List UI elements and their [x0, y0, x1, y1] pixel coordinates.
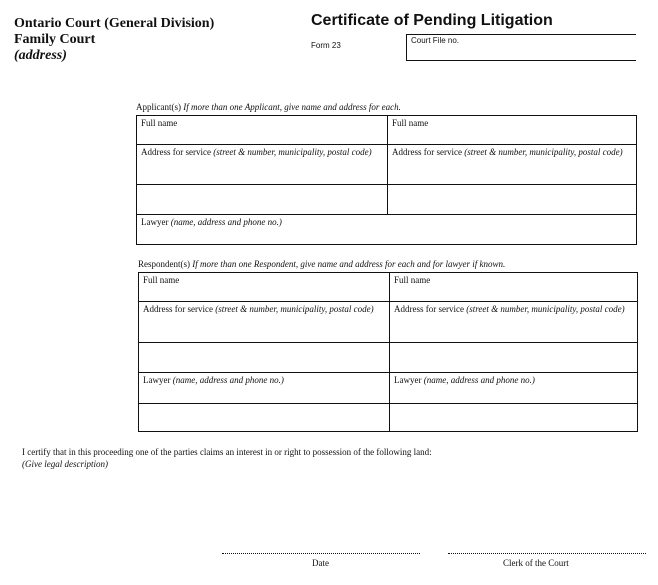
- court-file-number-box[interactable]: [406, 34, 636, 61]
- respondent-2-name-cell[interactable]: [390, 273, 638, 302]
- applicant-2-name-cell[interactable]: [388, 116, 637, 145]
- respondent-1-lawyer-cell[interactable]: [139, 373, 390, 404]
- certification-statement: I certify that in this proceeding one of the parties claims an interest in or right to possession of the following land:: [22, 447, 432, 457]
- respondent-2-address-blank[interactable]: [390, 343, 638, 373]
- form-number: Form 23: [311, 41, 341, 50]
- applicant-1-address-hint: (street & number, municipality, postal code): [213, 147, 372, 157]
- respondent-1-name-cell[interactable]: [139, 273, 390, 302]
- court-name: Ontario Court (General Division): [14, 16, 215, 31]
- respondent-1-lawyer-blank[interactable]: [139, 404, 390, 432]
- applicant-1-name-label: Full name: [141, 118, 178, 128]
- applicant-1-address-blank[interactable]: [137, 185, 388, 215]
- applicant-lawyer-label: Lawyer: [141, 217, 169, 227]
- clerk-label: Clerk of the Court: [503, 558, 569, 568]
- respondent-1-address-cell[interactable]: [139, 302, 390, 343]
- court-heading: [14, 16, 214, 64]
- applicant-lawyer-cell[interactable]: [137, 215, 637, 245]
- respondents-heading: [138, 259, 505, 269]
- respondent-1-address-hint: (street & number, municipality, postal code): [215, 304, 374, 314]
- applicant-2-address-hint: (street & number, municipality, postal code): [464, 147, 623, 157]
- respondents-label: Respondent(s): [138, 259, 190, 269]
- applicant-2-address-label: Address for service: [392, 147, 462, 157]
- applicants-hint: If more than one Applicant, give name and address for each.: [183, 102, 401, 112]
- respondent-2-name-label: Full name: [394, 275, 431, 285]
- respondent-2-lawyer-blank[interactable]: [390, 404, 638, 432]
- applicant-1-address-label: Address for service: [141, 147, 211, 157]
- respondent-2-lawyer-hint: (name, address and phone no.): [423, 375, 535, 385]
- applicants-table: [136, 115, 637, 245]
- respondent-2-lawyer-label: Lawyer: [394, 375, 422, 385]
- applicant-2-address-cell[interactable]: [388, 145, 637, 185]
- applicant-1-name-cell[interactable]: [137, 116, 388, 145]
- date-label: Date: [312, 558, 329, 568]
- court-branch: Family Court: [14, 32, 96, 47]
- respondent-1-lawyer-label: Lawyer: [143, 375, 171, 385]
- applicants-heading: [136, 102, 401, 112]
- date-signature-line[interactable]: [222, 553, 420, 554]
- respondent-1-name-label: Full name: [143, 275, 180, 285]
- respondents-hint: If more than one Respondent, give name and address for each and for lawyer if known.: [192, 259, 506, 269]
- respondent-2-address-label: Address for service: [394, 304, 464, 314]
- form-title: Certificate of Pending Litigation: [311, 12, 553, 29]
- court-file-label: Court File no.: [411, 36, 460, 45]
- respondents-table: [138, 272, 638, 432]
- respondent-2-lawyer-cell[interactable]: [390, 373, 638, 404]
- applicants-label: Applicant(s): [136, 102, 181, 112]
- applicant-lawyer-hint: (name, address and phone no.): [170, 217, 282, 227]
- respondent-1-address-label: Address for service: [143, 304, 213, 314]
- applicant-2-address-blank[interactable]: [388, 185, 637, 215]
- respondent-1-lawyer-hint: (name, address and phone no.): [172, 375, 284, 385]
- applicant-2-name-label: Full name: [392, 118, 429, 128]
- respondent-2-address-cell[interactable]: [390, 302, 638, 343]
- respondent-2-address-hint: (street & number, municipality, postal code): [466, 304, 625, 314]
- clerk-signature-line[interactable]: [448, 553, 646, 554]
- respondent-1-address-blank[interactable]: [139, 343, 390, 373]
- applicant-1-address-cell[interactable]: [137, 145, 388, 185]
- court-address-placeholder: (address): [14, 48, 67, 63]
- legal-description-hint: (Give legal description): [22, 459, 108, 469]
